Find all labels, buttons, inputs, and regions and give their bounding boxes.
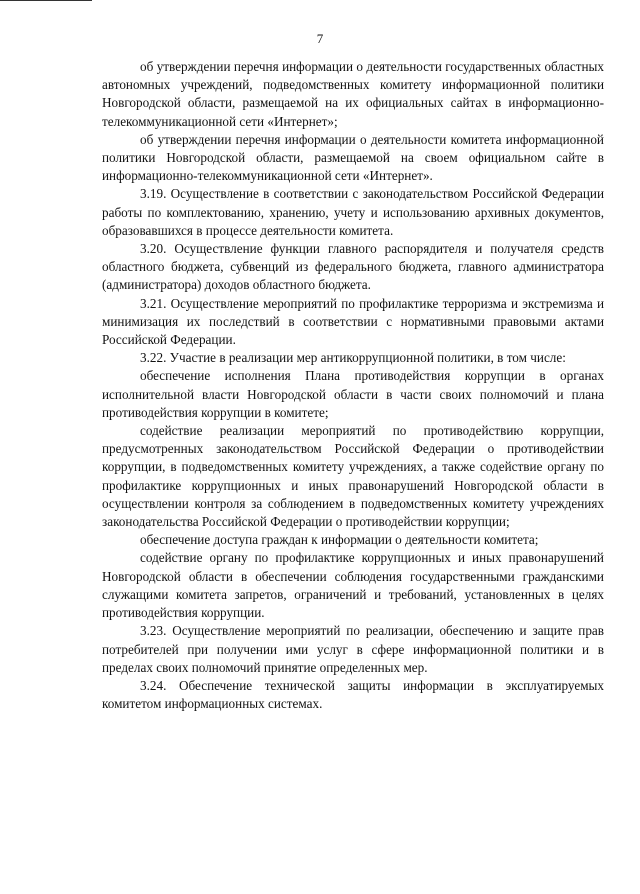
document-body (102, 58, 604, 713)
paragraph: обеспечение исполнения Плана противодействия коррупции в органах исполнительной власти Новгородской области в части своих полномочий и плана противодействия коррупции в комитете; (102, 368, 604, 420)
paragraph: об утверждении перечня информации о деятельности комитета информационной политики Новгородской области, размещаемой на своем официальном сайте в информационно-телекоммуникационной сети «Интернет». (102, 131, 604, 184)
paragraph: 3.22. Участие в реализации мер антикоррупционной политики, в том числе: (140, 350, 566, 366)
paragraph: об утверждении перечня информации о деятельности государственных областных автономных учреждений, подведомственных комитету информационной политики Новгородской области, размещаемой на их официальных сайтах в информационно-телекоммуникационной сети «Интернет»; (102, 59, 604, 129)
paragraph: 3.23. Осуществление мероприятий по реализации, обеспечению и защите прав потребителей при получении ими услуг в сфере информационной политики и в пределах своих полномочий принятие определенных мер. (102, 623, 604, 675)
paragraph: 3.19. Осуществление в соответствии с законодательством Российской Федерации работы по комплектованию, хранению, учету и использованию архивных документов, образовавшихся в процессе деятельности комитета. (102, 186, 604, 238)
paragraph: 3.20. Осуществление функции главного распорядителя и получателя средств областного бюджета, субвенций из федерального бюджета, главного администратора (администратора) доходов областного бюджета. (102, 241, 604, 293)
paragraph: 3.21. Осуществление мероприятий по профилактике терроризма и экстремизма и минимизация их последствий в соответствии с нормативными правовыми актами Российской Федерации. (102, 295, 604, 348)
paragraph: содействие реализации мероприятий по противодействию коррупции, предусмотренных законодательством Российской Федерации о противодействии коррупции, в подведомственных комитету учреждениях, а также содействие органу по профилактике коррупционных и иных правонарушений Новгородской области в осуществлении контроля за соблюдением в подведомственных комитету учреждениях законодательства Российской Федерации о противодействии коррупции; (102, 423, 604, 530)
paragraph: обеспечение доступа граждан к информации о деятельности комитета; (140, 532, 539, 548)
page-number: 7 (316, 31, 324, 46)
paragraph: содействие органу по профилактике коррупционных и иных правонарушений Новгородской области в обеспечении соблюдения государственными гражданскими служащими комитета запретов, ограничений и требований, установленных в целях противодействия коррупции. (102, 550, 604, 621)
header-rule (0, 0, 92, 1)
paragraph: 3.24. Обеспечение технической защиты информации в эксплуатируемых комитетом информационных системах. (102, 677, 604, 712)
